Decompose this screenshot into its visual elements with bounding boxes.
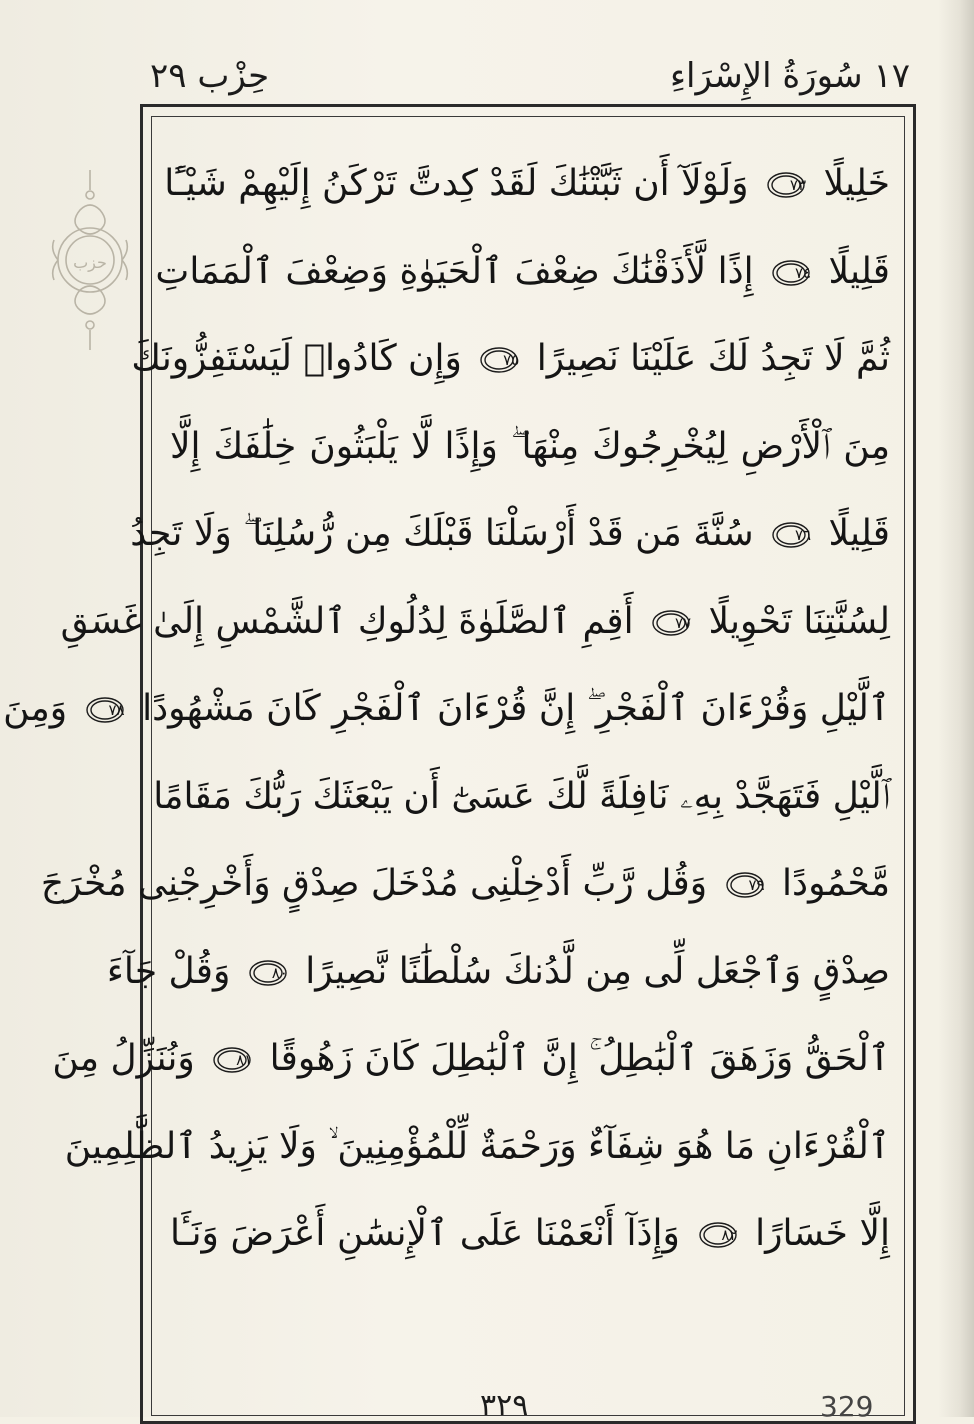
ayah-marker-icon bbox=[725, 870, 765, 900]
line-text-continued: وَلَوْلَآ أَن ثَبَّتْنَٰكَ لَقَدْ كِدتَّ تَرْكَنُ إِلَيْهِمْ شَيْـًٔا bbox=[164, 163, 749, 204]
text-line-11 bbox=[52, 1015, 890, 1103]
line-text: ثُمَّ لَا تَجِدُ لَكَ عَلَيْنَا نَصِيرًا bbox=[536, 338, 890, 379]
text-line-8 bbox=[153, 753, 890, 841]
text-line-13 bbox=[170, 1190, 890, 1278]
ayah-number: ٧٥ bbox=[503, 351, 520, 369]
ayah-number: ٨١ bbox=[236, 1051, 253, 1069]
line-text-continued: وَقُل رَّبِّ أَدْخِلْنِى مُدْخَلَ صِدْقٍ وَأَخْرِجْنِى مُخْرَجَ bbox=[40, 863, 708, 904]
ayah-number: ٧٣ bbox=[789, 176, 807, 194]
line-text-continued: وَقُلْ جَآءَ bbox=[106, 950, 231, 992]
line-text: ٱلَّيْلِ وَقُرْءَانَ ٱلْفَجْرِ ۖ إِنَّ قُرْءَانَ ٱلْفَجْرِ كَانَ مَشْهُودًا bbox=[142, 688, 890, 729]
line-text-continued: وَإِن كَادُوا۟ لَيَسْتَفِزُّونَكَ bbox=[131, 338, 462, 379]
ayah-marker-icon bbox=[771, 258, 811, 288]
page-header bbox=[150, 56, 910, 106]
page-edge-shadow bbox=[938, 0, 974, 1417]
text-line-5 bbox=[130, 490, 890, 578]
line-text: مَّحْمُودًا bbox=[782, 863, 890, 904]
text-line-6 bbox=[60, 578, 890, 666]
svg-text:حزب: حزب bbox=[73, 253, 107, 272]
ayah-marker-icon bbox=[698, 1220, 738, 1250]
ayah-marker-icon bbox=[212, 1045, 252, 1075]
surah-title: ١٧ سُورَةُ الإِسْرَاءِ bbox=[670, 56, 910, 96]
line-text-continued: وَنُنَزِّلُ مِنَ bbox=[52, 1038, 195, 1079]
ayah-number: ٧٨ bbox=[108, 701, 125, 719]
ayah-marker-icon bbox=[651, 608, 691, 638]
line-text-continued: وَإِذَآ أَنْعَمْنَا عَلَى ٱلْإِنسَٰنِ أَعْرَضَ وَنَـَٔا bbox=[170, 1213, 680, 1254]
ayah-marker-icon bbox=[771, 520, 811, 550]
line-text-continued: وَمِنَ bbox=[3, 688, 68, 729]
line-text: قَلِيلًا bbox=[828, 513, 890, 554]
text-line-3 bbox=[131, 315, 890, 403]
line-text-continued: أَقِمِ ٱلصَّلَوٰةَ لِدُلُوكِ ٱلشَّمْسِ إِلَىٰ غَسَقِ bbox=[60, 600, 634, 642]
hizb-ornament-icon bbox=[40, 160, 140, 360]
page-number-latin: 329 bbox=[820, 1390, 874, 1423]
line-text: قَلِيلًا bbox=[828, 250, 890, 292]
line-text: صِدْقٍ وَٱجْعَل لِّى مِن لَّدُنكَ سُلْطَٰنًا نَّصِيرًا bbox=[305, 950, 890, 992]
line-text: ٱلَّيْلِ فَتَهَجَّدْ بِهِۦ نَافِلَةً لَّكَ عَسَىٰٓ أَن يَبْعَثَكَ رَبُّكَ مَقَامًا bbox=[153, 775, 890, 817]
ayah-marker-icon bbox=[479, 345, 519, 375]
hizb-label: حِزْب ٢٩ bbox=[150, 56, 270, 96]
text-line-2 bbox=[155, 228, 890, 316]
line-text-continued: سُنَّةَ مَن قَدْ أَرْسَلْنَا قَبْلَكَ مِن رُّسُلِنَا ۖ وَلَا تَجِدُ bbox=[130, 513, 754, 554]
ayah-marker-icon bbox=[248, 958, 288, 988]
ayah-number: ٧٩ bbox=[748, 876, 765, 894]
ayah-marker-icon bbox=[85, 695, 125, 725]
text-line-1 bbox=[164, 140, 890, 228]
line-text: ٱلْقُرْءَانِ مَا هُوَ شِفَآءٌ وَرَحْمَةٌ لِّلْمُؤْمِنِينَ ۙ وَلَا يَزِيدُ ٱلظَّٰلِمِينَ bbox=[64, 1125, 890, 1167]
ayah-marker-icon bbox=[766, 170, 806, 200]
line-text: إِلَّا خَسَارًا bbox=[755, 1213, 891, 1254]
ayah-number: ٧٧ bbox=[674, 613, 692, 632]
ayah-number: ٨٠ bbox=[271, 963, 288, 982]
line-text: خَلِيلًا bbox=[823, 163, 890, 204]
text-line-10 bbox=[106, 928, 890, 1016]
text-line-12 bbox=[64, 1103, 890, 1191]
ayah-number: ٨٢ bbox=[721, 1226, 738, 1244]
page-number: ٣٢٩ bbox=[480, 1388, 529, 1423]
text-line-4 bbox=[170, 403, 890, 491]
ayah-number: ٧٤ bbox=[794, 263, 812, 282]
line-text: ٱلْحَقُّ وَزَهَقَ ٱلْبَٰطِلُ ۚ إِنَّ ٱلْبَٰطِلَ كَانَ زَهُوقًا bbox=[269, 1038, 890, 1079]
line-text: لِسُنَّتِنَا تَحْوِيلًا bbox=[708, 600, 890, 642]
text-line-7 bbox=[3, 665, 890, 753]
ayah-number: ٧٦ bbox=[794, 526, 812, 544]
line-text: مِنَ ٱلْأَرْضِ لِيُخْرِجُوكَ مِنْهَا ۖ وَإِذًا لَّا يَلْبَثُونَ خِلَٰفَكَ إِلَّا bbox=[170, 425, 890, 467]
text-line-9 bbox=[40, 840, 890, 928]
line-text-continued: إِذًا لَّأَذَقْنَٰكَ ضِعْفَ ٱلْحَيَوٰةِ وَضِعْفَ ٱلْمَمَاتِ bbox=[155, 250, 754, 292]
